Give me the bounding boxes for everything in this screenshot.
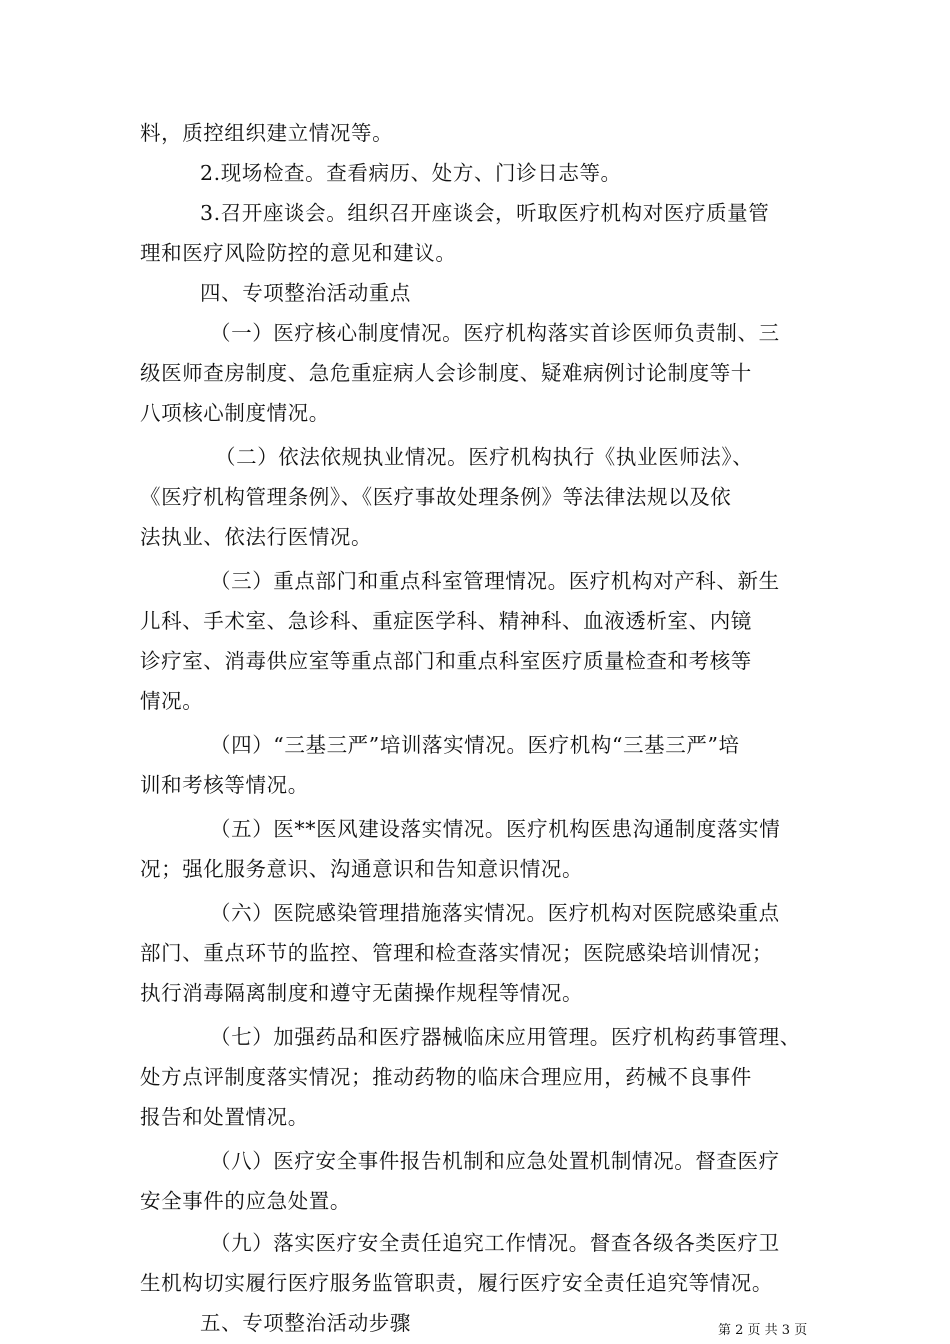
text-line: （八）医疗安全事件报告机制和应急处置机制情况。督查医疗 — [210, 1149, 780, 1173]
text-line: （七）加强药品和医疗器械临床应用管理。医疗机构药事管理、 — [210, 1025, 801, 1049]
text-line: 况；强化服务意识、沟通意识和告知意识情况。 — [140, 857, 584, 881]
text-line: （五）医**医风建设落实情况。医疗机构医患沟通制度落实情 — [210, 817, 781, 841]
text-line: 法执业、依法行医情况。 — [140, 525, 373, 549]
text-line: 训和考核等情况。 — [140, 773, 309, 797]
text-line: 理和医疗风险防控的意见和建议。 — [140, 241, 457, 265]
text-line: 料，质控组织建立情况等。 — [140, 121, 394, 145]
text-line: 3.召开座谈会。组织召开座谈会，听取医疗机构对医疗质量管 — [200, 201, 770, 225]
text-line: （三）重点部门和重点科室管理情况。医疗机构对产科、新生 — [210, 569, 780, 593]
text-line: 报告和处置情况。 — [140, 1105, 309, 1129]
text-line: 生机构切实履行医疗服务监管职责，履行医疗安全责任追究等情况。 — [140, 1271, 773, 1295]
text-line: 安全事件的应急处置。 — [140, 1189, 351, 1213]
text-line: 级医师查房制度、急危重症病人会诊制度、疑难病例讨论制度等十 — [140, 361, 752, 385]
text-line: 处方点评制度落实情况；推动药物的临床合理应用，药械不良事件 — [140, 1065, 752, 1089]
text-line: （六）医院感染管理措施落实情况。医疗机构对医院感染重点 — [210, 901, 780, 925]
text-line: 诊疗室、消毒供应室等重点部门和重点科室医疗质量检查和考核等 — [140, 649, 752, 673]
text-line: （一）医疗核心制度情况。医疗机构落实首诊医师负责制、三 — [210, 321, 780, 345]
text-line: 《医疗机构管理条例》、《医疗事故处理条例》等法律法规以及依 — [140, 485, 732, 509]
text-line: 情况。 — [140, 689, 204, 713]
text-line: 儿科、手术室、急诊科、重症医学科、精神科、血液透析室、内镜 — [140, 609, 752, 633]
text-line: （二）依法依规执业情况。医疗机构执行《执业医师法》、 — [215, 445, 754, 469]
section-heading: 五、专项整治活动步骤 — [200, 1311, 411, 1335]
text-line: 八项核心制度情况。 — [140, 401, 330, 425]
section-heading: 四、专项整治活动重点 — [200, 281, 411, 305]
text-line: 部门、重点环节的监控、管理和检查落实情况；医院感染培训情况； — [140, 941, 773, 965]
page-number: 第 2 页 共 3 页 — [718, 1323, 808, 1338]
text-line: 2.现场检查。查看病历、处方、门诊日志等。 — [200, 161, 622, 185]
text-line: 执行消毒隔离制度和遵守无菌操作规程等情况。 — [140, 981, 584, 1005]
text-line: （九）落实医疗安全责任追究工作情况。督查各级各类医疗卫 — [210, 1231, 780, 1255]
text-line: （四）“三基三严”培训落实情况。医疗机构“三基三严”培 — [210, 733, 740, 757]
